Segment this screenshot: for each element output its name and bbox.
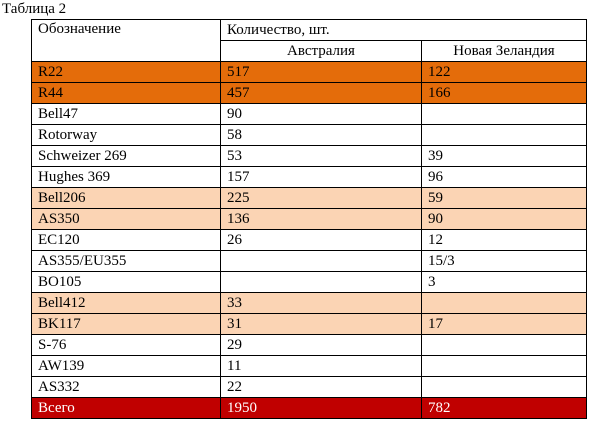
table-row	[32, 356, 587, 377]
cell-new-zealand: 12	[422, 230, 587, 251]
cell-name: Hughes 369	[32, 167, 221, 188]
table-row	[32, 146, 587, 167]
cell-new-zealand: 90	[422, 209, 587, 230]
total-new-zealand: 782	[422, 398, 587, 419]
cell-name: AS332	[32, 377, 221, 398]
cell-name: Bell412	[32, 293, 221, 314]
total-australia: 1950	[221, 398, 422, 419]
cell-australia: 90	[221, 104, 422, 125]
cell-australia: 157	[221, 167, 422, 188]
cell-new-zealand	[422, 125, 587, 146]
cell-name: Bell206	[32, 188, 221, 209]
cell-name: R44	[32, 83, 221, 104]
cell-australia: 53	[221, 146, 422, 167]
cell-name: BO105	[32, 272, 221, 293]
cell-new-zealand: 166	[422, 83, 587, 104]
table-row	[32, 125, 587, 146]
total-row	[32, 398, 587, 419]
cell-name: EC120	[32, 230, 221, 251]
table-row	[32, 377, 587, 398]
cell-australia: 517	[221, 62, 422, 83]
cell-australia: 29	[221, 335, 422, 356]
cell-name: Bell47	[32, 104, 221, 125]
table-row	[32, 209, 587, 230]
cell-australia: 33	[221, 293, 422, 314]
cell-australia	[221, 251, 422, 272]
cell-name: Schweizer 269	[32, 146, 221, 167]
cell-new-zealand: 96	[422, 167, 587, 188]
table-caption: Таблица 2	[2, 1, 67, 17]
total-name: Всего	[32, 398, 221, 419]
table-row	[32, 251, 587, 272]
cell-australia: 58	[221, 125, 422, 146]
table-row	[32, 230, 587, 251]
cell-new-zealand	[422, 104, 587, 125]
cell-new-zealand: 59	[422, 188, 587, 209]
header-new-zealand: Новая Зеландия	[422, 41, 587, 62]
cell-australia: 225	[221, 188, 422, 209]
cell-australia: 26	[221, 230, 422, 251]
cell-name: AW139	[32, 356, 221, 377]
header-australia: Австралия	[221, 41, 422, 62]
header-designation: Обозначение	[32, 20, 221, 62]
cell-name: BK117	[32, 314, 221, 335]
table-row	[32, 62, 587, 83]
cell-australia: 11	[221, 356, 422, 377]
cell-new-zealand: 17	[422, 314, 587, 335]
table-row	[32, 104, 587, 125]
header-quantity: Количество, шт.	[221, 20, 587, 41]
helicopter-table	[31, 19, 587, 419]
table-row	[32, 272, 587, 293]
table-row	[32, 293, 587, 314]
cell-australia	[221, 272, 422, 293]
cell-name: AS350	[32, 209, 221, 230]
table-row	[32, 167, 587, 188]
cell-name: R22	[32, 62, 221, 83]
cell-name: S-76	[32, 335, 221, 356]
cell-new-zealand	[422, 335, 587, 356]
cell-name: Rotorway	[32, 125, 221, 146]
cell-new-zealand	[422, 293, 587, 314]
cell-australia: 457	[221, 83, 422, 104]
cell-new-zealand: 122	[422, 62, 587, 83]
cell-new-zealand	[422, 377, 587, 398]
table-row	[32, 314, 587, 335]
cell-australia: 22	[221, 377, 422, 398]
table-row	[32, 188, 587, 209]
cell-new-zealand: 39	[422, 146, 587, 167]
table-row	[32, 335, 587, 356]
header-row	[32, 20, 587, 41]
cell-australia: 31	[221, 314, 422, 335]
table-row	[32, 83, 587, 104]
cell-new-zealand: 3	[422, 272, 587, 293]
cell-new-zealand	[422, 356, 587, 377]
cell-australia: 136	[221, 209, 422, 230]
cell-new-zealand: 15/3	[422, 251, 587, 272]
cell-name: AS355/EU355	[32, 251, 221, 272]
